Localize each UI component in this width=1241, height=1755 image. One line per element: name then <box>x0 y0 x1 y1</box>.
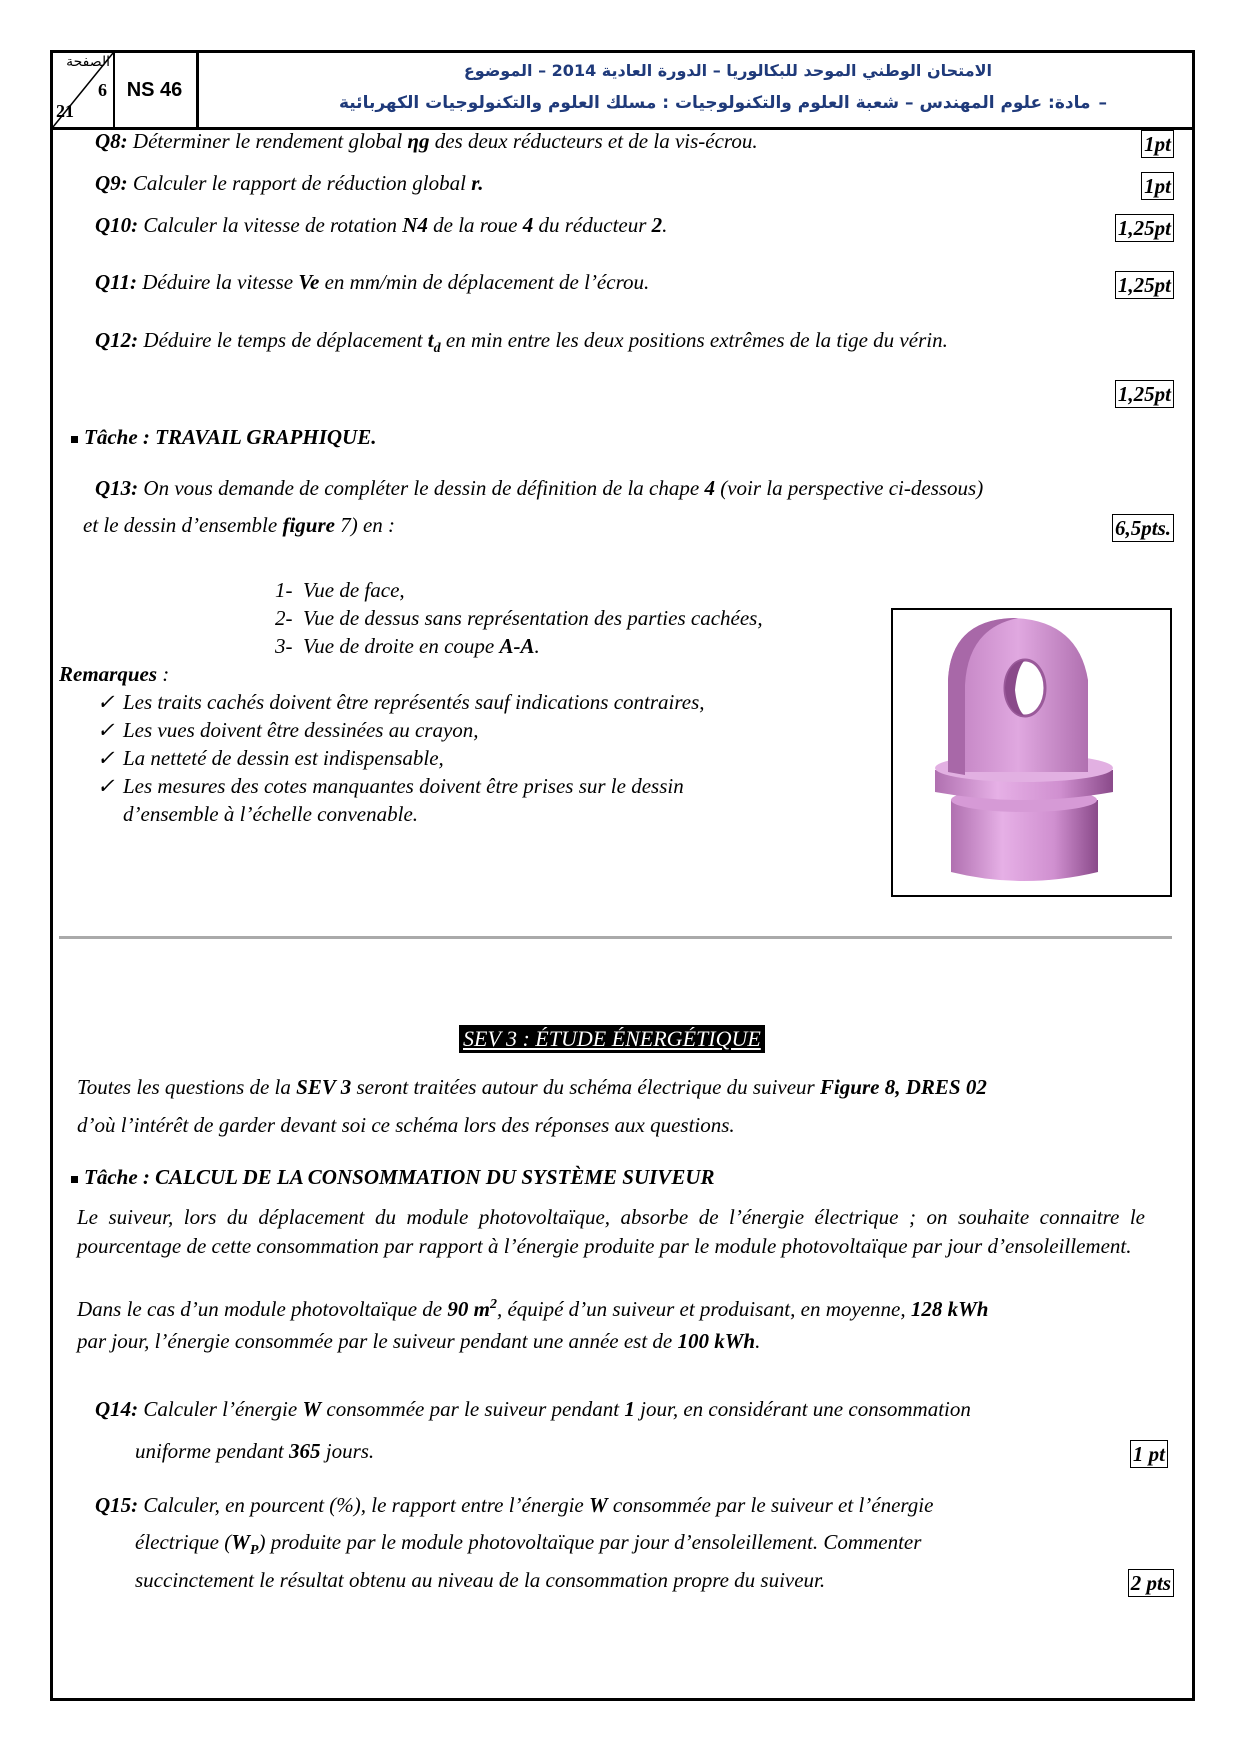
sev3-paragraph-1: Le suiveur, lors du déplacement du module photovoltaïque, absorbe de l’énergie électrique ; on souhaite connaitre le pourcentage de cette consommation par rapport à l’énergie produite par le module photovoltaïque par jour d’ensoleillement. <box>77 1205 1145 1258</box>
remarks-colon: : <box>157 662 170 686</box>
remarks-title <box>59 660 705 688</box>
list-item <box>275 576 763 604</box>
remark-item <box>59 716 705 744</box>
question-bold: N4 <box>402 213 428 237</box>
question-text: consommée par le suiveur et l’énergie <box>607 1493 934 1517</box>
task-title: Tâche : TRAVAIL GRAPHIQUE. <box>84 425 377 449</box>
question-bold: 4 <box>704 476 715 500</box>
remarks-heading: Remarques <box>59 662 158 686</box>
remark-text: Les vues doivent être dessinées au crayon, <box>123 718 479 742</box>
points-q14: 1 pt <box>1130 1440 1168 1468</box>
question-bold: t <box>427 328 434 352</box>
list-number: 1- <box>275 578 293 602</box>
para-sup: 2 <box>489 1297 497 1312</box>
list-number: 3- <box>275 634 293 658</box>
question-text: Déduire la vitesse <box>142 270 299 294</box>
task-graphic-title <box>71 425 376 450</box>
sev3-heading: SEV 3 : ÉTUDE ÉNERGÉTIQUE <box>459 1025 765 1053</box>
question-id: Q14: <box>95 1397 139 1421</box>
question-text: Déduire le temps de déplacement <box>143 328 428 352</box>
list-text: Vue de dessus sans représentation des parties cachées, <box>303 606 763 630</box>
page-header <box>53 53 1192 130</box>
check-icon: ✓ <box>97 690 115 714</box>
question-bold: W <box>302 1397 322 1421</box>
points-q10: 1,25pt <box>1115 214 1174 242</box>
intro-bold: SEV 3 <box>296 1075 352 1099</box>
para-bold: 128 kWh <box>910 1297 989 1321</box>
header-titles <box>203 53 1182 127</box>
question-q14 <box>95 1397 971 1422</box>
question-bold: figure <box>282 513 335 537</box>
question-q12 <box>95 328 948 357</box>
list-item <box>275 632 763 660</box>
subject-line <box>339 93 1107 113</box>
check-icon: ✓ <box>97 746 115 770</box>
exam-page <box>50 50 1195 1701</box>
question-bold: W <box>588 1493 608 1517</box>
question-bold: 365 <box>288 1439 321 1463</box>
subject-text: مادة: علوم المهندس – شعبة العلوم والتكنولوجيات : مسلك العلوم والتكنولوجيات الكهربائية <box>338 93 1091 113</box>
question-q13 <box>95 476 983 501</box>
question-text: uniforme pendant <box>135 1439 289 1463</box>
question-bold: 1 <box>624 1397 635 1421</box>
points-q8: 1pt <box>1141 130 1174 158</box>
question-sub: P <box>249 1543 259 1559</box>
intro-text: Toutes les questions de la <box>77 1075 297 1099</box>
page-number: 6 <box>98 80 107 100</box>
section-separator <box>59 936 1172 939</box>
page-label: الصفحة <box>66 54 110 70</box>
question-id: Q10: <box>95 213 139 237</box>
points-q15: 2 pts <box>1128 1569 1174 1597</box>
para-text: par jour, l’énergie consommée par le suiveur pendant une année est de <box>77 1329 678 1353</box>
points-q12: 1,25pt <box>1115 380 1174 408</box>
list-bold: A-A <box>499 634 535 658</box>
intro-text: seront traitées autour du schéma électrique du suiveur <box>351 1075 820 1099</box>
question-text: On vous demande de compléter le dessin de définition de la chape <box>143 476 705 500</box>
list-item <box>275 604 763 632</box>
points-q11: 1,25pt <box>1115 271 1174 299</box>
question-text: Calculer la vitesse de rotation <box>143 213 403 237</box>
sev3-paragraph-2-line2 <box>77 1329 760 1354</box>
remark-item <box>59 688 705 716</box>
question-bold: 2 <box>651 213 663 237</box>
sev3-paragraph-2-line1 <box>77 1297 988 1322</box>
bullet-square-icon <box>71 1176 78 1183</box>
question-text: en min entre les deux positions extrêmes de la tige du vérin. <box>440 328 948 352</box>
question-text: du réducteur <box>533 213 652 237</box>
question-text: . <box>662 213 668 237</box>
question-text: Calculer, en pourcent (%), le rapport entre l’énergie <box>143 1493 589 1517</box>
question-id: Q12: <box>95 328 139 352</box>
para-bold: 100 kWh <box>677 1329 756 1353</box>
points-q13: 6,5pts. <box>1112 514 1174 542</box>
clevis-perspective-image <box>891 608 1172 897</box>
question-text: électrique ( <box>135 1530 232 1554</box>
list-number: 2- <box>275 606 293 630</box>
page-number-box <box>53 53 115 127</box>
para-text: . <box>755 1329 761 1353</box>
question-q15-cont1 <box>135 1530 921 1559</box>
question-bold: W <box>231 1530 250 1554</box>
sev3-intro-line2: d’où l’intérêt de garder devant soi ce schéma lors des réponses aux questions. <box>77 1113 735 1137</box>
remark-item-cont <box>59 800 705 828</box>
remark-text: Les mesures des cotes manquantes doivent être prises sur le dessin <box>123 774 684 798</box>
question-text: (voir la perspective ci-dessous) <box>714 476 984 500</box>
question-bold: Ve <box>298 270 320 294</box>
list-text: Vue de droite en coupe <box>303 634 500 658</box>
exam-title: الامتحان الوطني الموحد للبكالوريا – الدورة العادية 2014 – الموضوع <box>463 61 992 80</box>
views-list <box>275 576 763 660</box>
clevis-drawing <box>893 610 1166 891</box>
remark-text: d’ensemble à l’échelle convenable. <box>123 802 419 826</box>
question-q15-cont2: succinctement le résultat obtenu au niveau de la consommation propre du suiveur. <box>135 1568 826 1592</box>
list-text: Vue de face, <box>303 578 405 602</box>
exam-code: NS 46 <box>113 53 199 127</box>
points-q9: 1pt <box>1141 172 1174 200</box>
question-text: jours. <box>320 1439 375 1463</box>
check-icon: ✓ <box>97 774 115 798</box>
question-text: des deux réducteurs et de la vis-écrou. <box>429 129 758 153</box>
question-q13-cont <box>83 513 395 538</box>
question-id: Q13: <box>95 476 139 500</box>
task-consumption-title <box>71 1165 715 1190</box>
remark-item <box>59 772 705 800</box>
question-bold: 4 <box>522 213 534 237</box>
question-q10 <box>95 213 667 238</box>
question-text: Calculer le rapport de réduction global <box>132 171 472 195</box>
question-id: Q15: <box>95 1493 139 1517</box>
question-text: 7) en : <box>334 513 396 537</box>
remark-text: La netteté de dessin est indispensable, <box>123 746 444 770</box>
question-bold: r. <box>471 171 484 195</box>
remarks-block <box>59 660 705 828</box>
question-text: ) produite par le module photovoltaïque par jour d’ensoleillement. Commenter <box>258 1530 922 1554</box>
question-id: Q8: <box>95 129 128 153</box>
question-id: Q9: <box>95 171 128 195</box>
bullet-square-icon <box>71 436 78 443</box>
page-total: 21 <box>56 101 74 121</box>
question-bold: ηg <box>407 129 430 153</box>
question-text: consommée par le suiveur pendant <box>321 1397 625 1421</box>
question-q9 <box>95 171 483 196</box>
question-text: en mm/min de déplacement de l’écrou. <box>319 270 650 294</box>
list-text: . <box>534 634 540 658</box>
question-q11 <box>95 270 649 295</box>
question-text: Déterminer le rendement global <box>132 129 408 153</box>
question-q15 <box>95 1493 933 1518</box>
para-text: Dans le cas d’un module photovoltaïque de <box>77 1297 448 1321</box>
subject-dash: – <box>1098 93 1107 113</box>
question-id: Q11: <box>95 270 137 294</box>
sev3-intro-line1 <box>77 1075 987 1100</box>
question-text: jour, en considérant une consommation <box>634 1397 971 1421</box>
question-q14-cont <box>135 1439 374 1464</box>
check-icon: ✓ <box>97 718 115 742</box>
task-title: Tâche : CALCUL DE LA CONSOMMATION DU SYSTÈME SUIVEUR <box>84 1165 715 1189</box>
para-bold: 90 m <box>447 1297 490 1321</box>
para-text: , équipé d’un suiveur et produisant, en moyenne, <box>496 1297 911 1321</box>
intro-bold: Figure 8, DRES 02 <box>819 1075 987 1099</box>
question-text: et le dessin d’ensemble <box>83 513 283 537</box>
question-text: de la roue <box>427 213 523 237</box>
remark-text: Les traits cachés doivent être représentés sauf indications contraires, <box>123 690 705 714</box>
question-q8 <box>95 129 758 154</box>
question-text: Calculer l’énergie <box>143 1397 303 1421</box>
remark-item <box>59 744 705 772</box>
question-sub: d <box>433 341 441 357</box>
